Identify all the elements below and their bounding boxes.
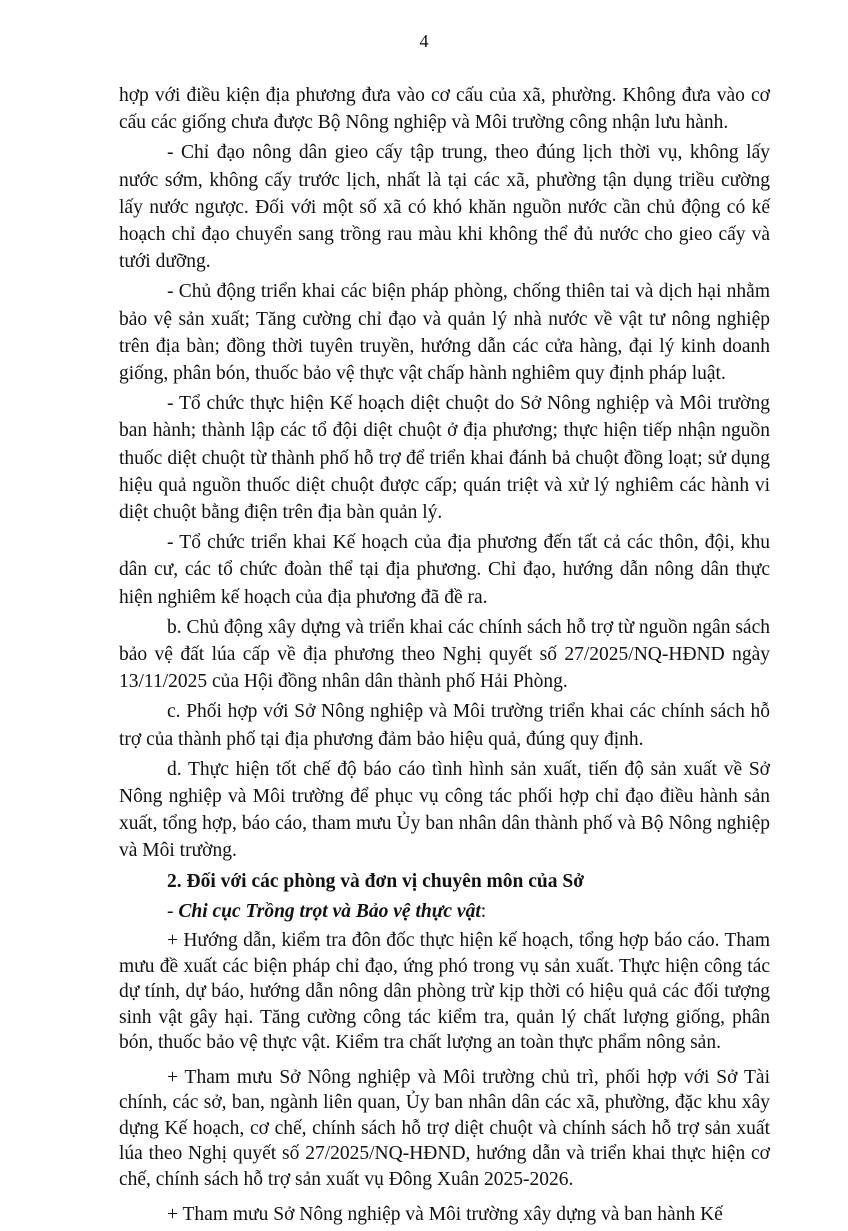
paragraph-item-d: d. Thực hiện tốt chế độ báo cáo tình hình sản xuất, tiến độ sản xuất về Sở Nông nghiệp và Môi trường để phục vụ công tác phối hợp chỉ đạo điều hành sản xuất, tổng hợp, báo cáo, tham mưu Ủy ban nhân dân thành phố và Bộ Nông nghiệp và Môi trường. <box>119 758 770 862</box>
paragraph-rat-control: - Tổ chức thực hiện Kế hoạch diệt chuột do Sở Nông nghiệp và Môi trường ban hành; thành lập các tổ đội diệt chuột ở địa phương; thực hiện tiếp nhận nguồn thuốc diệt chuột từ thành phố hỗ trợ để triển khai đánh bả chuột đồng loạt; sử dụng hiệu quả nguồn thuốc diệt chuột được cấp; quán triệt và xử lý nghiêm các hành vi diệt chuột bằng điện trên địa bàn quản lý. <box>119 393 770 524</box>
paragraph-continuation: hợp với điều kiện địa phương đưa vào cơ cấu của xã, phường. Không đưa vào cơ cấu các giống chưa được Bộ Nông nghiệp và Môi trường công nhận lưu hành. <box>119 85 770 134</box>
subheading-prefix: - <box>167 900 179 922</box>
page-number: 4 <box>419 31 429 51</box>
paragraph-sowing-schedule: - Chỉ đạo nông dân gieo cấy tập trung, theo đúng lịch thời vụ, không lấy nước sớm, không cấy trước lịch, nhất là tại các xã, phường tận dụng triều cường lấy nước ngược. Đối với một số xã có khó khăn nguồn nước cần chủ động có kế hoạch chỉ đạo chuyển sang trồng rau màu khi không thể đủ nước cho gieo cấy và tưới dưỡng. <box>119 142 770 273</box>
paragraph-local-plan: - Tổ chức triển khai Kế hoạch của địa phương đến tất cả các thôn, đội, khu dân cư, các tổ chức đoàn thể tại địa phương. Chỉ đạo, hướng dẫn nông dân thực hiện nghiêm kế hoạch của địa phương đã đề ra. <box>119 532 770 608</box>
subheading-title: Chi cục Trồng trọt và Bảo vệ thực vật <box>178 900 481 922</box>
paragraph-disaster-prevention: - Chủ động triển khai các biện pháp phòng, chống thiên tai và dịch hại nhằm bảo vệ sản xuất; Tăng cường chỉ đạo và quản lý nhà nước về vật tư nông nghiệp trên địa bàn; đồng thời tuyên truyền, hướng dẫn các cửa hàng, đại lý kinh doanh giống, phân bón, thuốc bảo vệ thực vật chấp hành nghiêm quy định pháp luật. <box>119 281 770 385</box>
paragraph-item-c: c. Phối hợp với Sở Nông nghiệp và Môi trường triển khai các chính sách hỗ trợ của thành phố tại địa phương đảm bảo hiệu quả, đúng quy định. <box>119 701 770 750</box>
subheading-suffix: : <box>480 900 487 922</box>
paragraph-item-b: b. Chủ động xây dựng và triển khai các chính sách hỗ trợ từ nguồn ngân sách bảo vệ đất lúa cấp về địa phương theo Nghị quyết số 27/2025/NQ-HĐND ngày 13/11/2025 của Hội đồng nhân dân thành phố Hải Phòng. <box>119 616 770 693</box>
document-body <box>119 82 770 1231</box>
paragraph-guidance: + Hướng dẫn, kiểm tra đôn đốc thực hiện kế hoạch, tổng hợp báo cáo. Tham mưu đề xuất các biện pháp chỉ đạo, ứng phó trong vụ sản xuất. Thực hiện công tác dự tính, dự báo, hướng dẫn nông dân phòng trừ kịp thời có hiệu quả các đối tượng sinh vật gây hại. Tăng cường công tác kiểm tra, quản lý chất lượng giống, phân bón, thuốc bảo vệ thực vật. Kiểm tra chất lượng an toàn thực phẩm nông sản. <box>119 930 770 1054</box>
paragraph-plan-issuance: + Tham mưu Sở Nông nghiệp và Môi trường xây dựng và ban hành Kế <box>167 1204 723 1226</box>
section-heading-2: 2. Đối với các phòng và đơn vị chuyên môn của Sở <box>167 870 585 892</box>
paragraph-policy-advice: + Tham mưu Sở Nông nghiệp và Môi trường chủ trì, phối hợp với Sở Tài chính, các sở, ban, ngành liên quan, Ủy ban nhân dân các xã, phường, đặc khu xây dựng Kế hoạch, cơ chế, chính sách hỗ trợ diệt chuột và chính sách hỗ trợ sản xuất lúa theo Nghị quyết số 27/2025/NQ-HĐND, hướng dẫn và triển khai thực hiện cơ chế, chính sách hỗ trợ sản xuất vụ Đông Xuân 2025-2026. <box>119 1066 770 1190</box>
subsection-heading <box>119 898 770 925</box>
